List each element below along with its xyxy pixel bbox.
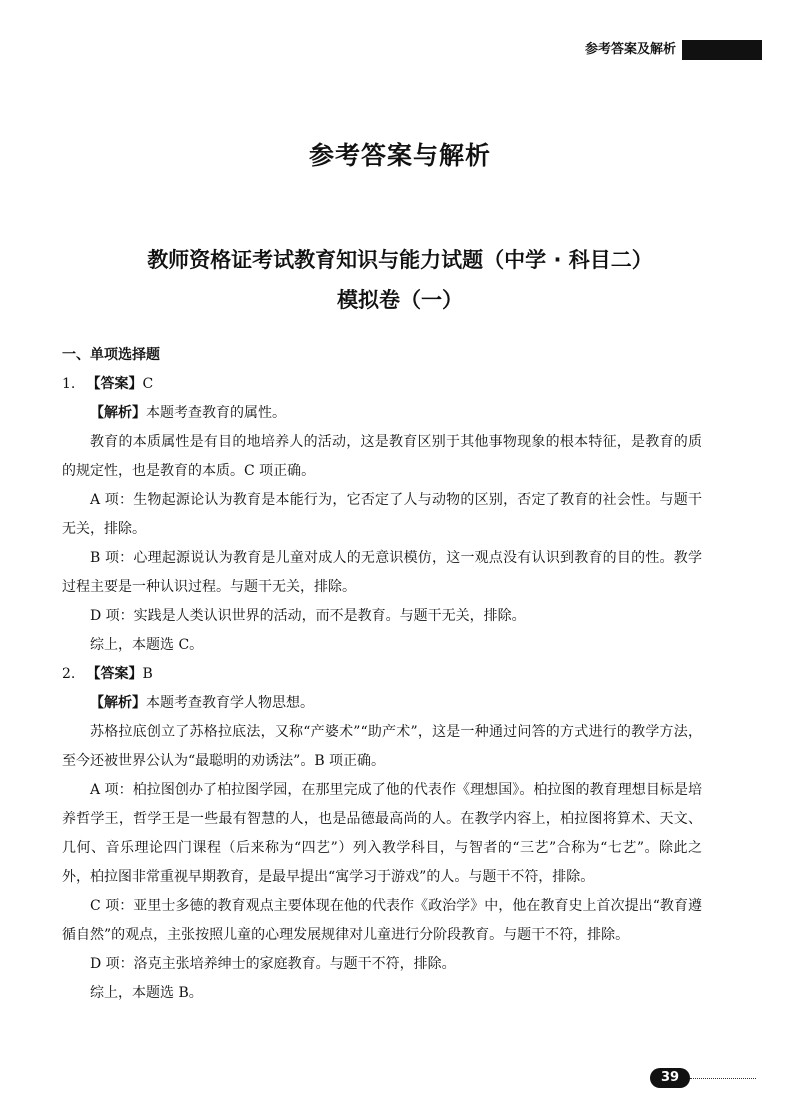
answer-label: 【答案】 <box>86 376 143 392</box>
page-title: 参考答案与解析 <box>308 141 491 170</box>
analysis-paragraph: 苏格拉底创立了苏格拉底法，又称“产婆术”“助产术”，这是一种通过问答的方式进行的教学方法，至今还被世界公认为“最聪明的劝诱法”。B 项正确。 <box>62 724 702 769</box>
page-number-badge <box>650 1068 758 1088</box>
section-heading: 一、单项选择题 <box>62 347 160 363</box>
exam-title-line2: 模拟卷（一） <box>337 288 463 312</box>
analysis-paragraph: A 项：生物起源论认为教育是本能行为，它否定了人与动物的区别，否定了教育的社会性。与题干无关，排除。 <box>62 492 702 537</box>
analysis-label: 【解析】 <box>90 405 146 421</box>
analysis-conclusion: 综上，本题选 C。 <box>90 637 204 653</box>
analysis-paragraph: 教育的本质属性是有目的地培养人的活动，这是教育区别于其他事物现象的根本特征，是教育的质的规定性，也是教育的本质。C 项正确。 <box>62 434 702 479</box>
question-2 <box>62 660 702 1008</box>
analysis-conclusion: 综上，本题选 B。 <box>90 985 203 1001</box>
question-1 <box>62 370 702 660</box>
question-2-answer-line <box>62 660 702 689</box>
analysis-label: 【解析】 <box>90 695 146 711</box>
content <box>62 341 702 1008</box>
analysis-paragraph: B 项：心理起源说认为教育是儿童对成人的无意识模仿，这一观点没有认识到教育的目的性。教学过程主要是一种认识过程。与题干无关，排除。 <box>62 550 702 595</box>
running-header-title: 参考答案及解析 <box>585 42 677 57</box>
page-number: 39 <box>650 1068 690 1088</box>
analysis-paragraph: D 项：实践是人类认识世界的活动，而不是教育。与题干无关，排除。 <box>90 608 526 624</box>
analysis-paragraph: D 项：洛克主张培养绅士的家庭教育。与题干不符，排除。 <box>90 956 456 972</box>
exam-title-line1: 教师资格证考试教育知识与能力试题（中学 · 科目二） <box>147 248 653 272</box>
answer-value: B <box>142 666 153 682</box>
analysis-paragraph: A 项：柏拉图创办了柏拉图学园，在那里完成了他的代表作《理想国》。柏拉图的教育理想目标是培养哲学王，哲学王是一些最有智慧的人，也是品德最高尚的人。在教学内容上，柏拉图将算术、天文、几何、音乐理论四门课程（后来称为“四艺”）列入教学科目，与智者的“三艺”合称为“七艺”。除此之外，柏拉图非常重视早期教育，是最早提出“寓学习于游戏”的人。与题干不符，排除。 <box>62 782 702 885</box>
question-number: 2. <box>62 666 76 682</box>
answer-value: C <box>142 376 154 392</box>
running-header-bar <box>682 40 762 60</box>
question-1-answer-line <box>62 370 702 399</box>
page-number-rule <box>690 1078 756 1079</box>
exam-title <box>0 240 800 320</box>
analysis-intro: 【解析】本题考查教育的属性。 <box>90 405 286 421</box>
question-number: 1. <box>62 376 76 392</box>
analysis-intro: 【解析】本题考查教育学人物思想。 <box>90 695 314 711</box>
analysis-paragraph: C 项：亚里士多德的教育观点主要体现在他的代表作《政治学》中，他在教育史上首次提出“教育遵循自然”的观点，主张按照儿童的心理发展规律对儿童进行分阶段教育。与题干不符，排除。 <box>62 898 702 943</box>
answer-label: 【答案】 <box>86 666 143 682</box>
